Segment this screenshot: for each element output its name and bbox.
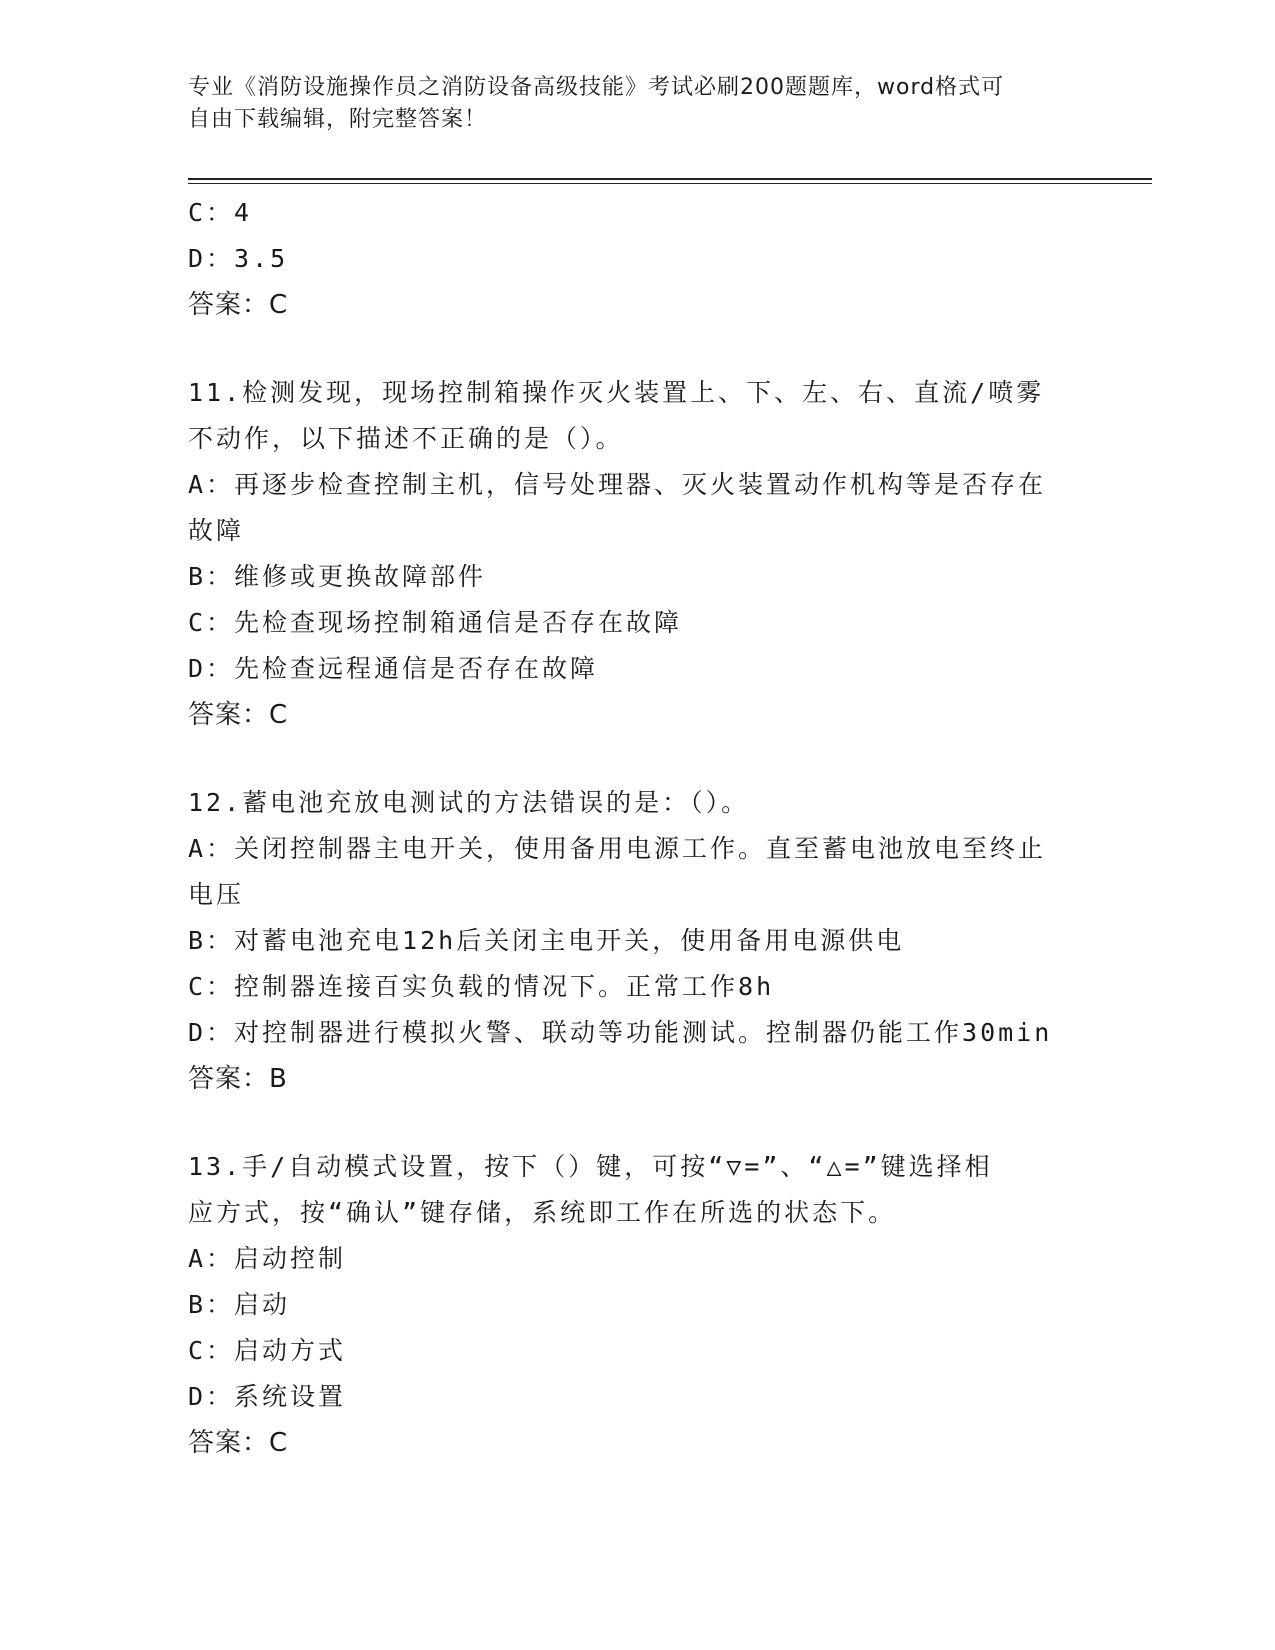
- question-11: [188, 370, 1088, 738]
- question-13: [188, 1144, 1088, 1466]
- answer-label: 答案：C: [188, 700, 289, 730]
- option-d: D：先检查远程通信是否存在故障: [188, 654, 599, 683]
- question-stem: 13.手/自动模式设置，按下（）键，可按“▽=”、“△=”键选择相: [188, 1152, 993, 1181]
- option-a-continued: 电压: [188, 880, 245, 909]
- question-content: [188, 190, 1088, 1466]
- question-12: [188, 780, 1088, 1102]
- option-a: A：启动控制: [188, 1244, 347, 1273]
- option-b: B：启动: [188, 1290, 291, 1319]
- document-header: [188, 72, 1088, 136]
- question-10-continuation: [188, 190, 1088, 328]
- option-d: D：3.5: [188, 244, 289, 273]
- header-line-1: 专业《消防设施操作员之消防设备高级技能》考试必刷200题题库，word格式可: [188, 75, 1005, 100]
- answer-label: 答案：C: [188, 290, 289, 320]
- question-stem: 11.检测发现，现场控制箱操作灭火装置上、下、左、右、直流/喷雾: [188, 378, 1045, 407]
- option-a: A：再逐步检查控制主机，信号处理器、灭火装置动作机构等是否存在: [188, 470, 1047, 499]
- option-a-continued: 故障: [188, 516, 245, 545]
- option-d: D：对控制器进行模拟火警、联动等功能测试。控制器仍能工作30min: [188, 1018, 1053, 1047]
- option-c: C：4: [188, 198, 253, 227]
- option-a: A：关闭控制器主电开关，使用备用电源工作。直至蓄电池放电至终止: [188, 834, 1047, 863]
- header-line-2: 自由下载编辑，附完整答案！: [188, 107, 488, 132]
- option-d: D：系统设置: [188, 1382, 347, 1411]
- header-divider-thick: [188, 178, 1152, 180]
- answer-label: 答案：C: [188, 1428, 289, 1458]
- header-divider-thin: [188, 183, 1152, 184]
- question-stem: 不动作，以下描述不正确的是（）。: [188, 424, 624, 453]
- option-c: C：控制器连接百实负载的情况下。正常工作8h: [188, 972, 775, 1001]
- question-stem: 12.蓄电池充放电测试的方法错误的是：（）。: [188, 788, 750, 817]
- option-c: C：先检查现场控制箱通信是否存在故障: [188, 608, 683, 637]
- question-stem: 应方式，按“确认”键存储，系统即工作在所选的状态下。: [188, 1198, 897, 1227]
- option-c: C：启动方式: [188, 1336, 347, 1365]
- answer-label: 答案：B: [188, 1064, 288, 1094]
- option-b: B：维修或更换故障部件: [188, 562, 487, 591]
- option-b: B：对蓄电池充电12h后关闭主电开关，使用备用电源供电: [188, 926, 905, 955]
